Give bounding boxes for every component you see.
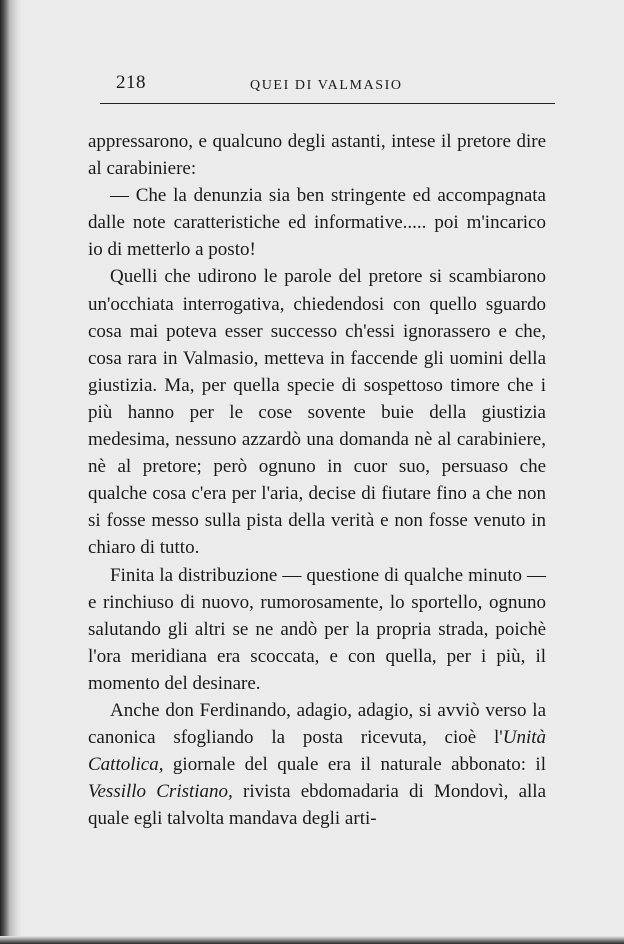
- newspaper-title: Unità Cattolica,: [88, 727, 546, 776]
- paragraph-5-text-c: rivista ebdomadaria di Mondovì, alla quale egli talvolta mandava degli arti-: [88, 781, 547, 830]
- paragraph-5: [88, 697, 546, 832]
- paragraph-3: Quelli che udirono le parole del pretore si scambiarono un'occhiata interrogativa, chiedendosi con quello sguardo cosa mai poteva esser successo ch'essi ignorassero e che, cosa rara in Valmasio, metteva in faccende gli uomini della giustizia. Ma, per quella specie di sospettoso timore che i più hanno per le cose sovente buie della giustizia medesima, nessuno azzardò una domanda nè al carabiniere, nè al pretore; però ognuno in cuor suo, persuaso che qualche cosa c'era per l'aria, decise di fiutare fino a che non si fosse messo sulla pista della verità e non fosse venuto in chiaro di tutto.: [88, 266, 546, 559]
- page-number: 218: [116, 72, 146, 93]
- paragraph-5-text-b: giornale del quale era il naturale abbonato: il: [163, 754, 546, 776]
- running-title: QUEI DI VALMASIO: [250, 78, 403, 93]
- page-header: [100, 72, 555, 104]
- paragraph-1: appressarono, e qualcuno degli astanti, intese il pretore dire al carabiniere:: [88, 131, 546, 180]
- book-spine-shadow: [0, 0, 22, 944]
- paragraph-2: — Che la denunzia sia ben stringente ed accompagnata dalle note caratteristiche ed informative..... poi m'incarico io di metterlo a posto!: [88, 185, 546, 261]
- page-bottom-edge: [0, 936, 624, 944]
- magazine-title: Vessillo Cristiano,: [88, 781, 233, 803]
- paragraph-5-text-a: Anche don Ferdinando, adagio, adagio, si avviò verso la canonica sfogliando la posta ricevuta, cioè l': [88, 699, 546, 749]
- body-text: [88, 128, 546, 832]
- paragraph-4: Finita la distribuzione — questione di qualche minuto — e rinchiuso di nuovo, rumorosamente, lo sportello, ognuno salutando gli altri se ne andò per la propria strada, poichè l'ora meridiana era scoccata, e con quella, per i più, il momento del desinare.: [88, 564, 546, 694]
- header-rule: [100, 103, 555, 104]
